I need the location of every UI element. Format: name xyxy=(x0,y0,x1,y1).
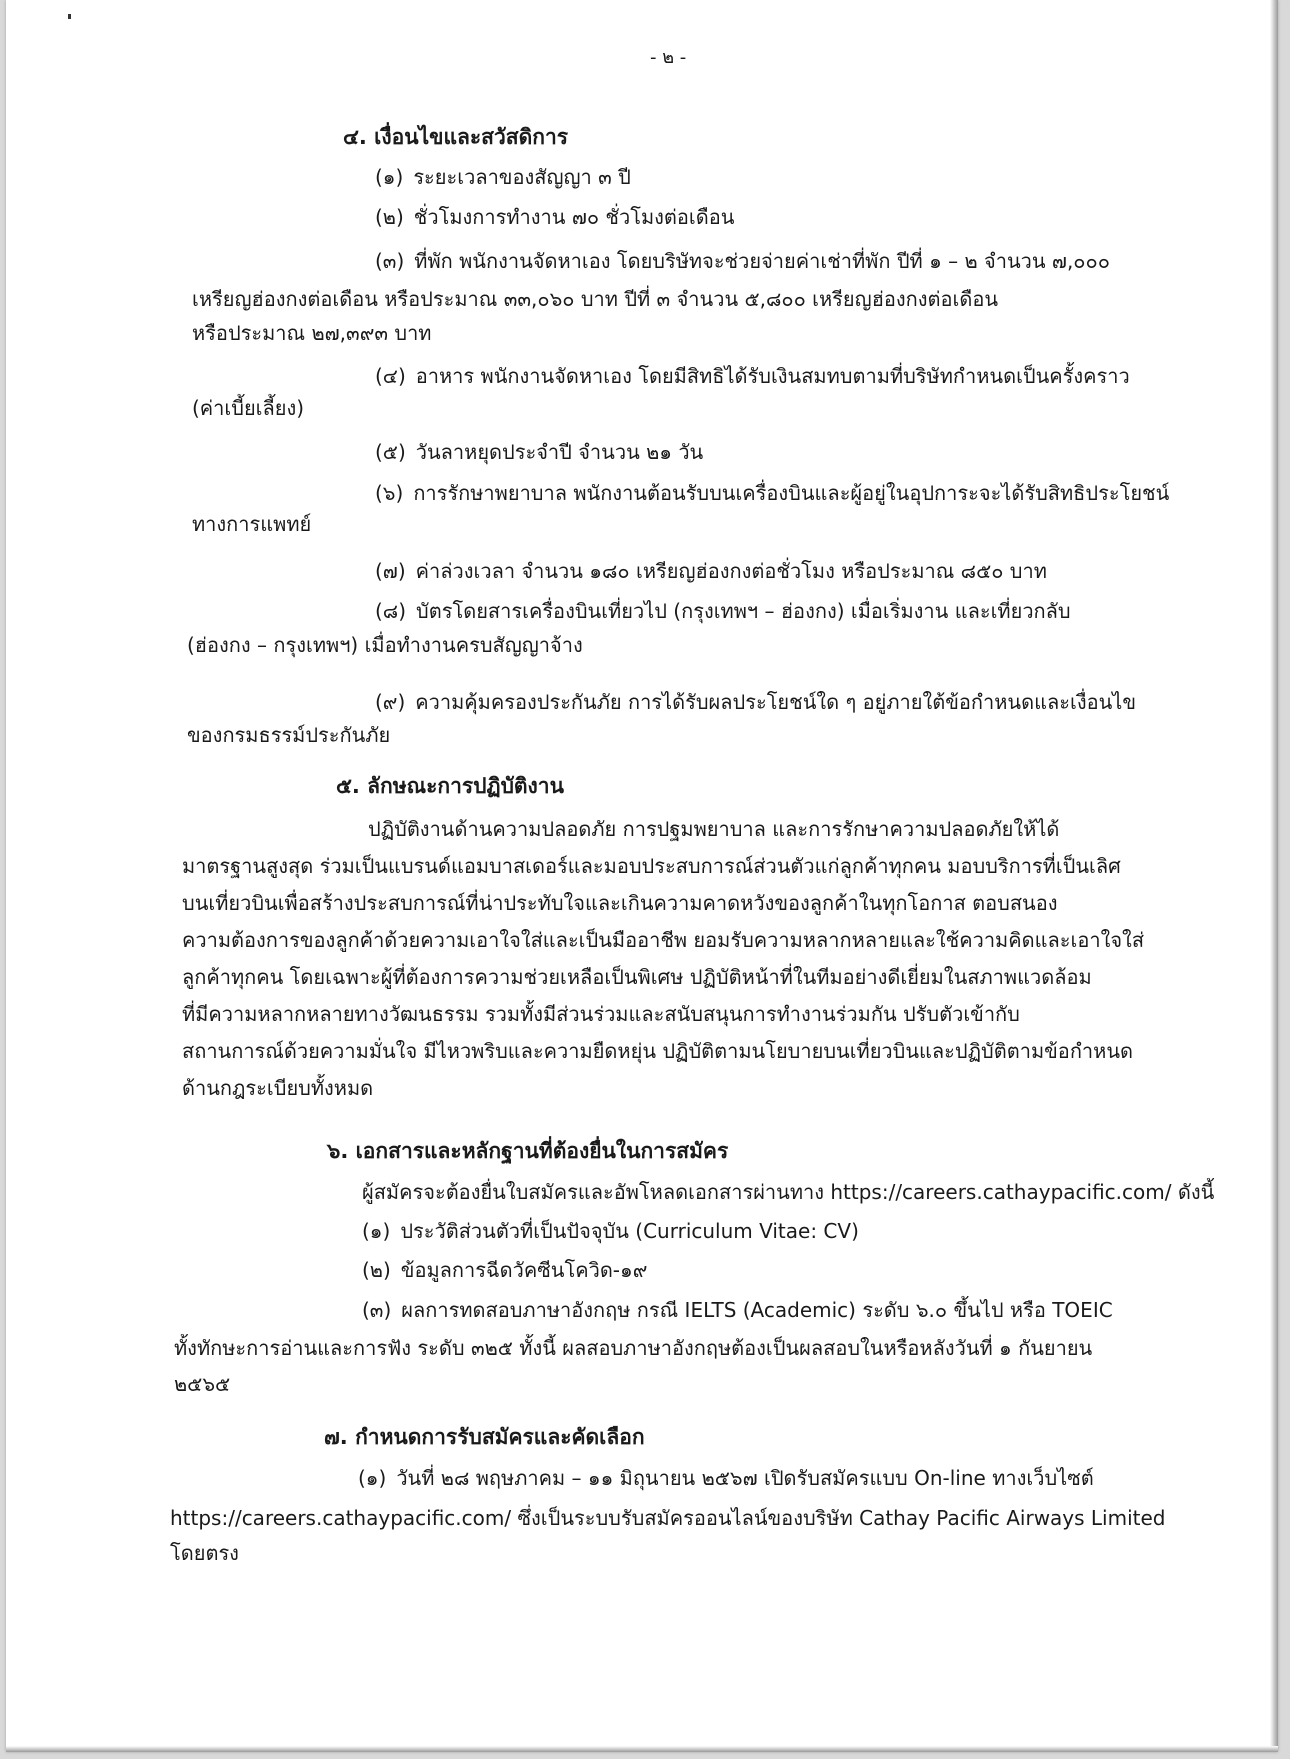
list-item xyxy=(375,597,1071,625)
list-item xyxy=(362,1217,859,1245)
item-number: (๑) xyxy=(362,1219,391,1243)
paragraph-line: ความต้องการของลูกค้าด้วยความเอาใจใส่และเป็นมืออาชีพ ยอมรับความหลากหลายและใช้ความคิดและเอาใจใส่ xyxy=(182,928,1145,952)
item-number: (๔) xyxy=(375,364,406,388)
list-item xyxy=(362,1296,1113,1324)
item-text: ผลการทดสอบภาษาอังกฤษ กรณี IELTS (Academic) ระดับ ๖.๐ ขึ้นไป หรือ TOEIC xyxy=(401,1298,1113,1322)
item-continuation: https://careers.cathaypacific.com/ ซึ่งเป็นระบบรับสมัครออนไลน์ของบริษัท Cathay Pacific Airways Limited xyxy=(170,1506,1166,1530)
item-text: วันที่ ๒๘ พฤษภาคม – ๑๑ มิถุนายน ๒๕๖๗ เปิดรับสมัครแบบ On-line ทางเว็บไซต์ xyxy=(396,1466,1094,1490)
list-item xyxy=(375,247,1110,275)
item-continuation: ๒๕๖๕ xyxy=(174,1372,231,1396)
list-item xyxy=(375,557,1047,585)
section-7-heading: ๗. กำหนดการรับสมัครและคัดเลือก xyxy=(324,1425,645,1449)
item-number: (๙) xyxy=(375,690,406,714)
item-text: วันลาหยุดประจำปี จำนวน ๒๑ วัน xyxy=(415,440,704,464)
item-continuation: หรือประมาณ ๒๗,๓๙๓ บาท xyxy=(192,321,432,345)
item-text: ชั่วโมงการทำงาน ๗๐ ชั่วโมงต่อเดือน xyxy=(413,205,735,229)
item-text: การรักษาพยาบาล พนักงานต้อนรับบนเครื่องบินและผู้อยู่ในอุปการะจะได้รับสิทธิประโยชน์ xyxy=(413,481,1170,505)
item-text: อาหาร พนักงานจัดหาเอง โดยมีสิทธิได้รับเงินสมทบตามที่บริษัทกำหนดเป็นครั้งคราว xyxy=(415,364,1130,388)
paragraph-line: ที่มีความหลากหลายทางวัฒนธรรม รวมทั้งมีส่วนร่วมและสนับสนุนการทำงานร่วมกัน ปรับตัวเข้ากับ xyxy=(182,1002,1020,1026)
item-number: (๒) xyxy=(375,205,404,229)
page-edge-shadow xyxy=(1270,0,1278,1752)
document-page xyxy=(6,0,1278,1752)
item-number: (๕) xyxy=(375,440,406,464)
paragraph-line: มาตรฐานสูงสุด ร่วมเป็นแบรนด์แอมบาสเดอร์และมอบประสบการณ์ส่วนตัวแก่ลูกค้าทุกคน มอบบริการที่เป็นเลิศ xyxy=(182,854,1121,878)
list-item xyxy=(375,163,631,191)
item-continuation: (ค่าเบี้ยเลี้ยง) xyxy=(192,396,305,420)
paragraph-line: ลูกค้าทุกคน โดยเฉพาะผู้ที่ต้องการความช่วยเหลือเป็นพิเศษ ปฏิบัติหน้าที่ในทีมอย่างดีเยี่ยมในสภาพแวดล้อม xyxy=(182,965,1092,989)
list-item xyxy=(375,479,1169,507)
paragraph-line: สถานการณ์ด้วยความมั่นใจ มีไหวพริบและความยืดหยุ่น ปฏิบัติตามนโยบายบนเที่ยวบินและปฏิบัติตามข้อกำหนด xyxy=(182,1039,1133,1063)
item-continuation: ทั้งทักษะการอ่านและการฟัง ระดับ ๓๒๕ ทั้งนี้ ผลสอบภาษาอังกฤษต้องเป็นผลสอบในหรือหลังวันที่ ๑ กันยายน xyxy=(174,1336,1093,1360)
item-number: (๓) xyxy=(362,1298,392,1322)
item-number: (๑) xyxy=(375,165,404,189)
section-6-intro: ผู้สมัครจะต้องยื่นใบสมัครและอัพโหลดเอกสารผ่านทาง https://careers.cathaypacific.com/ ดังนี้ xyxy=(362,1180,1215,1204)
item-text: ระยะเวลาของสัญญา ๓ ปี xyxy=(413,165,631,189)
scan-speck xyxy=(68,14,71,19)
paragraph-line: บนเที่ยวบินเพื่อสร้างประสบการณ์ที่น่าประทับใจและเกินความคาดหวังของลูกค้าในทุกโอกาส ตอบสนอง xyxy=(182,891,1058,915)
item-continuation: เหรียญฮ่องกงต่อเดือน หรือประมาณ ๓๓,๐๖๐ บาท ปีที่ ๓ จำนวน ๕,๘๐๐ เหรียญฮ่องกงต่อเดือน xyxy=(192,287,999,311)
paragraph-line: ปฏิบัติงานด้านความปลอดภัย การปฐมพยาบาล และการรักษาความปลอดภัยให้ได้ xyxy=(368,817,1060,841)
section-4-heading: ๔. เงื่อนไขและสวัสดิการ xyxy=(343,125,569,149)
item-text: บัตรโดยสารเครื่องบินเที่ยวไป (กรุงเทพฯ – ฮ่องกง) เมื่อเริ่มงาน และเที่ยวกลับ xyxy=(416,599,1071,623)
page-number: - ๒ - xyxy=(650,47,687,68)
item-number: (๘) xyxy=(375,599,407,623)
item-number: (๗) xyxy=(375,559,406,583)
item-continuation: (ฮ่องกง – กรุงเทพฯ) เมื่อทำงานครบสัญญาจ้าง xyxy=(187,633,583,657)
paragraph-line: ด้านกฎระเบียบทั้งหมด xyxy=(182,1076,374,1100)
list-item xyxy=(375,362,1130,390)
list-item xyxy=(358,1464,1094,1492)
item-text: ประวัติส่วนตัวที่เป็นปัจจุบัน (Curriculum Vitae: CV) xyxy=(400,1219,859,1243)
item-number: (๓) xyxy=(375,249,405,273)
item-number: (๑) xyxy=(358,1466,387,1490)
item-text: ที่พัก พนักงานจัดหาเอง โดยบริษัทจะช่วยจ่ายค่าเช่าที่พัก ปีที่ ๑ – ๒ จำนวน ๗,๐๐๐ xyxy=(414,249,1110,273)
item-text: ความคุ้มครองประกันภัย การได้รับผลประโยชน์ใด ๆ อยู่ภายใต้ข้อกำหนดและเงื่อนไข xyxy=(415,690,1136,714)
section-6-heading: ๖. เอกสารและหลักฐานที่ต้องยื่นในการสมัคร xyxy=(327,1139,729,1163)
list-item xyxy=(375,203,734,231)
item-text: ค่าล่วงเวลา จำนวน ๑๘๐ เหรียญฮ่องกงต่อชั่วโมง หรือประมาณ ๘๕๐ บาท xyxy=(415,559,1047,583)
item-continuation: โดยตรง xyxy=(170,1541,239,1565)
item-continuation: ทางการแพทย์ xyxy=(192,512,312,536)
item-continuation: ของกรมธรรม์ประกันภัย xyxy=(187,723,391,747)
list-item xyxy=(375,438,703,466)
section-5-heading: ๕. ลักษณะการปฏิบัติงาน xyxy=(336,774,564,798)
item-text: ข้อมูลการฉีดวัคซีนโควิด-๑๙ xyxy=(400,1258,648,1282)
item-number: (๒) xyxy=(362,1258,391,1282)
list-item xyxy=(362,1256,647,1284)
item-number: (๖) xyxy=(375,481,404,505)
list-item xyxy=(375,688,1136,716)
page-edge-shadow-bottom xyxy=(6,1746,1278,1752)
